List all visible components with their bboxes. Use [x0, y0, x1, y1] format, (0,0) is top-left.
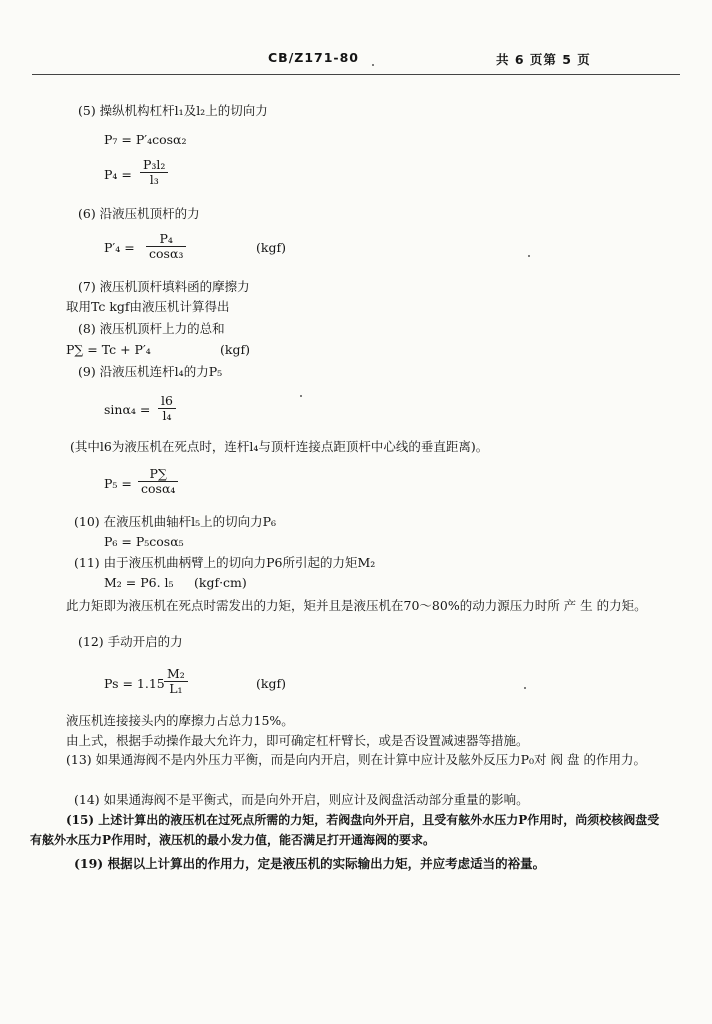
- item-14-paragraph: (14) 如果通海阀不是平衡式，而是向外开启，则应计及阀盘活动部分重量的影响。: [74, 792, 529, 807]
- scan-speck: [528, 255, 530, 257]
- item-9-equation-lhs: P₅ =: [104, 476, 132, 491]
- item-12-lhs: Ps = 1.15: [104, 676, 165, 691]
- fraction-numerator: M₂: [164, 667, 188, 682]
- item-6-lhs: P′₄ =: [104, 240, 135, 255]
- item-6-unit: (kgf): [256, 240, 286, 255]
- item-9-sin-fraction: [158, 394, 176, 423]
- scan-speck: [300, 395, 302, 397]
- item-6-fraction: [146, 232, 186, 261]
- fraction-numerator: P₃l₂: [140, 158, 168, 173]
- fraction-denominator: l₃: [149, 172, 159, 187]
- document-number: CB/Z171-80: [268, 50, 360, 65]
- item-11-equation: M₂ = P6. l₅: [104, 575, 174, 590]
- fraction-denominator: L₁: [169, 681, 183, 696]
- item-7-line-2: 取用Tc kgf由液压机计算得出: [66, 299, 230, 314]
- item-5-equation-2-lhs: P₄ =: [104, 167, 132, 182]
- item-11-paragraph: 此力矩即为液压机在死点时需发出的力矩，矩并且是液压机在70～80%的动力源压力时所 产 生 的力矩。: [66, 598, 647, 613]
- fraction-numerator: l6: [158, 394, 176, 409]
- item-9-fraction: [138, 467, 178, 496]
- fraction-denominator: l₄: [162, 408, 172, 423]
- fraction-numerator: P∑: [138, 467, 178, 482]
- item-7-title: (7) 液压机顶杆填料函的摩擦力: [78, 279, 250, 294]
- scan-speck: [524, 687, 526, 689]
- item-12-unit: (kgf): [256, 676, 286, 691]
- item-5-fraction: [140, 158, 168, 187]
- item-9-sin-lhs: sinα₄ =: [104, 402, 151, 417]
- item-5-title: (5) 操纵机构杠杆l₁及l₂上的切向力: [78, 103, 268, 118]
- item-5-equation-1: P₇ = P′₄cosα₂: [104, 132, 187, 147]
- page-indicator: 共 6 页第 5 页: [496, 52, 591, 67]
- item-6-title: (6) 沿液压机顶杆的力: [78, 206, 200, 221]
- item-11-title: (11) 由于液压机曲柄臂上的切向力P6所引起的力矩M₂: [74, 555, 376, 570]
- friction-note: 液压机连接接头内的摩擦力占总力15%。: [66, 713, 294, 728]
- item-12-title: (12) 手动开启的力: [78, 634, 183, 649]
- item-8-title: (8) 液压机顶杆上力的总和: [78, 321, 225, 336]
- item-13-paragraph: (13) 如果通海阀不是内外压力平衡，而是向内开启，则在计算中应计及舷外反压力P₀对 阀 盘 的作用力。: [66, 752, 646, 767]
- header-rule: [32, 74, 680, 75]
- item-11-unit: (kgf·cm): [194, 575, 247, 590]
- fraction-numerator: P₄: [146, 232, 186, 247]
- fraction-denominator: cosα₄: [141, 481, 176, 496]
- item-8-unit: (kgf): [220, 342, 250, 357]
- fraction-denominator: cosα₃: [149, 246, 184, 261]
- item-12-fraction: [164, 667, 188, 696]
- lever-note: 由上式，根据手动操作最大允许力，即可确定杠杆臂长，或是否设置减速器等措施。: [66, 733, 529, 748]
- item-8-equation: P∑ = Tc + P′₄: [66, 342, 151, 357]
- item-10-equation: P₆ = P₅cosα₅: [104, 534, 184, 549]
- item-19-paragraph: (19) 根据以上计算出的作用力，定是液压机的实际输出力矩，并应考虑适当的裕量。: [74, 856, 546, 871]
- scan-speck: [372, 64, 374, 66]
- item-15-paragraph: (15) 上述计算出的液压机在过死点所需的力矩，若阀盘向外开启，且受有舷外水压力P作用时，尚须校核阀盘受有舷外水压力P作用时，液压机的最小发力值，能否满足打开通海阀的要求。: [30, 813, 660, 847]
- item-9-title: (9) 沿液压机连杆l₄的力P₅: [78, 364, 223, 379]
- item-10-title: (10) 在液压机曲轴杆l₅上的切向力P₆: [74, 514, 277, 529]
- item-9-note: (其中l6为液压机在死点时，连杆l₄与顶杆连接点距顶杆中心线的垂直距离)。: [70, 439, 489, 454]
